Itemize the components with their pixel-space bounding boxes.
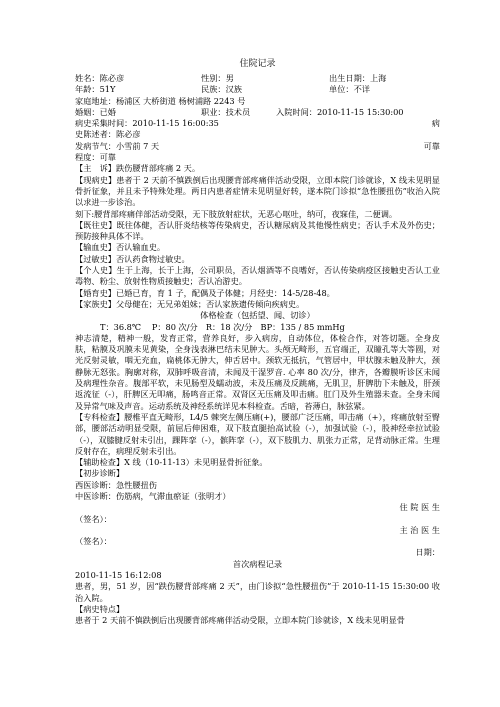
past-history: 【既往史】既往体健，否认肝炎结核等传染病史，否认糖尿病及其他慢性病史；否认手术及外伤史；预防接种具体不详。 (75, 219, 440, 242)
chief-complaint: 【主 诉】跌伤腰背部疼痛 2 天。 (75, 163, 201, 174)
auxiliary-exam: 【辅助检查】X 线（10-11-13）未见明显骨折征象。 (75, 457, 268, 468)
resident-signature-label: （签名）： (75, 513, 112, 524)
personal-history: 【个人史】生于上海，长于上海，公司职员，否认烟酒等不良嗜好，否认传染病疫区接触史否认工业毒物、粉尘、放射性物质接触史；否认冶游史。 (75, 265, 440, 287)
course-features-text: 患者于 2 天前不慎跌倒后出现腰背部疼痛伴活动受限，立即本院门诊就诊，X 线未见明显骨 (75, 615, 405, 626)
transfusion-history: 【输血史】否认输血史。 (75, 242, 166, 253)
info-row-3 (75, 96, 440, 107)
info-row-4 (75, 107, 440, 118)
tcm-diagnosis: 中医诊断：伤筋病，气滞血瘀证（张明才） (75, 490, 231, 501)
first-course-title: 首次病程记录 (232, 558, 283, 569)
patient-employer: 单位：不详 (329, 84, 370, 95)
attending-signature-label: （签名）： (75, 536, 112, 547)
admission-time: 入院时间：2010-11-15 15:30:00 (276, 106, 404, 117)
initial-diagnosis-heading: 【初步诊断】 (75, 468, 125, 479)
reliability-tail: 程度：可靠 (75, 152, 116, 163)
general-exam: 神志清楚，精神一般，发育正常，营养良好，步入病房，自动体位，体检合作，对答切题。全身皮肤，粘膜及巩膜未见黄染，全身浅表淋巴结未见肿大。头颅无畸形，五官端正，双瞳孔等大等圆，对光反射灵敏，咽无充血，扁桃体无肿大，伸舌居中。颈软无抵抗，气管居中，甲状腺未触及肿大，颈静脉无怒张。胸廓对称，双肺呼吸音清，未闻及干湿罗音. 心率 80 次/分，律齐，各瓣膜听诊区未闻及病理性杂音。腹部平软，未见肠型及蠕动波，未及压痛及反跳痛，无肌卫，肝脾肋下未触及，肝颈返流征（-），肝脾区无叩痛，肠鸣音正常。双肾区无压痛及叩击痛。肛门及外生殖器未查。全身未闻及异常气味及声音。运动系统及神经系统详见本科检查。舌暗，苔薄白，脉弦紧。 (75, 332, 440, 411)
course-time: 2010-11-15 16:12:08 (75, 570, 162, 581)
history-tail: 病 (431, 118, 440, 129)
patient-ethnicity: 民族：汉族 (201, 84, 242, 95)
solar-term: 发病节气：小雪前 7 天 (75, 140, 160, 151)
attending-doctor-label: 主 治 医 生 (399, 524, 440, 535)
patient-marital: 婚姻：已婚 (75, 106, 116, 117)
current-status: 刻下:腰背部疼痛伴部活动受限，无下肢放射症状，无恶心呕吐，纳可，夜寐佳，二便调。 (75, 208, 398, 219)
history-time: 病史采集时间：2010-11-15 16:00:35 (75, 118, 219, 129)
info-row-7 (75, 141, 440, 152)
present-illness: 【现病史】患者于 2 天前不慎跌倒后出现腰背部疼痛伴活动受限，立即本院门诊就诊，X 线未见明显骨折征象，并且未予特殊处理。两日内患者症情未见明显好转，遂本院门诊拟“急性腰扭伤”收治入院以求进一步诊治。 (75, 174, 440, 208)
reliability-head: 可靠 (423, 140, 440, 151)
info-row-5 (75, 118, 440, 129)
patient-address: 家庭地址：杨浦区 大桥街道 杨树浦路 2243 号 (75, 95, 246, 106)
patient-birthplace: 出生日期：上海 (329, 73, 387, 83)
narrator: 史陈述者：陈必彦 (75, 129, 141, 140)
exam-title: 体格检查（包括望、闻、切诊） (200, 310, 315, 321)
document-title: 住院记录 (239, 59, 276, 69)
resident-doctor-label: 住 院 医 生 (399, 502, 440, 513)
family-history: 【家族史】父母健在；无兄弟姐妹；否认家族遗传倾向疾病史。 (75, 298, 305, 309)
specialty-exam: 【专科检查】腰椎平直无畸形，L4/5 棘突左侧压痛(+)，腰部广泛压痛，叩击痛（+），疼痛放射至臀部，腰部活动明显受限，前屈后伸困难，双下肢直腿抬高试验（-），加强试验（-），股神经牵拉试验（-），双膝腱反射未引出，踝阵挛（-），髌阵挛（-），双下肢肌力、肌张力正常，足背动脉正常。生理反射存在，病理反射未引出。 (75, 411, 440, 456)
vital-signs: T：36.8℃ P：80 次/分 R：18 次/分 BP：135 / 85 mmHg (100, 321, 345, 332)
date-label: 日期： (415, 547, 440, 558)
marriage-history: 【婚育史】已婚已育，育 1 子，配偶及子体健；月经史：14-5/28-48。 (75, 287, 335, 298)
patient-age: 年龄：51Y (75, 84, 116, 95)
info-row-2 (75, 84, 440, 95)
allergy-history: 【过敏史】否认药食物过敏史。 (75, 253, 190, 264)
course-summary: 患者，男，51 岁，因“跌伤腰背部疼痛 2 天”，由门诊拟“急性腰扭伤”于 2010-11-15 15:30:00 收治入院。 (75, 581, 440, 603)
patient-name: 姓名：陈必彦 (75, 73, 125, 83)
info-row-1 (75, 73, 440, 84)
patient-occupation: 职业：技术员 (201, 106, 251, 117)
patient-sex: 性别：男 (201, 73, 234, 83)
course-features-heading: 【病史特点】 (75, 603, 125, 614)
western-diagnosis: 西医诊断：急性腰扭伤 (75, 479, 157, 490)
